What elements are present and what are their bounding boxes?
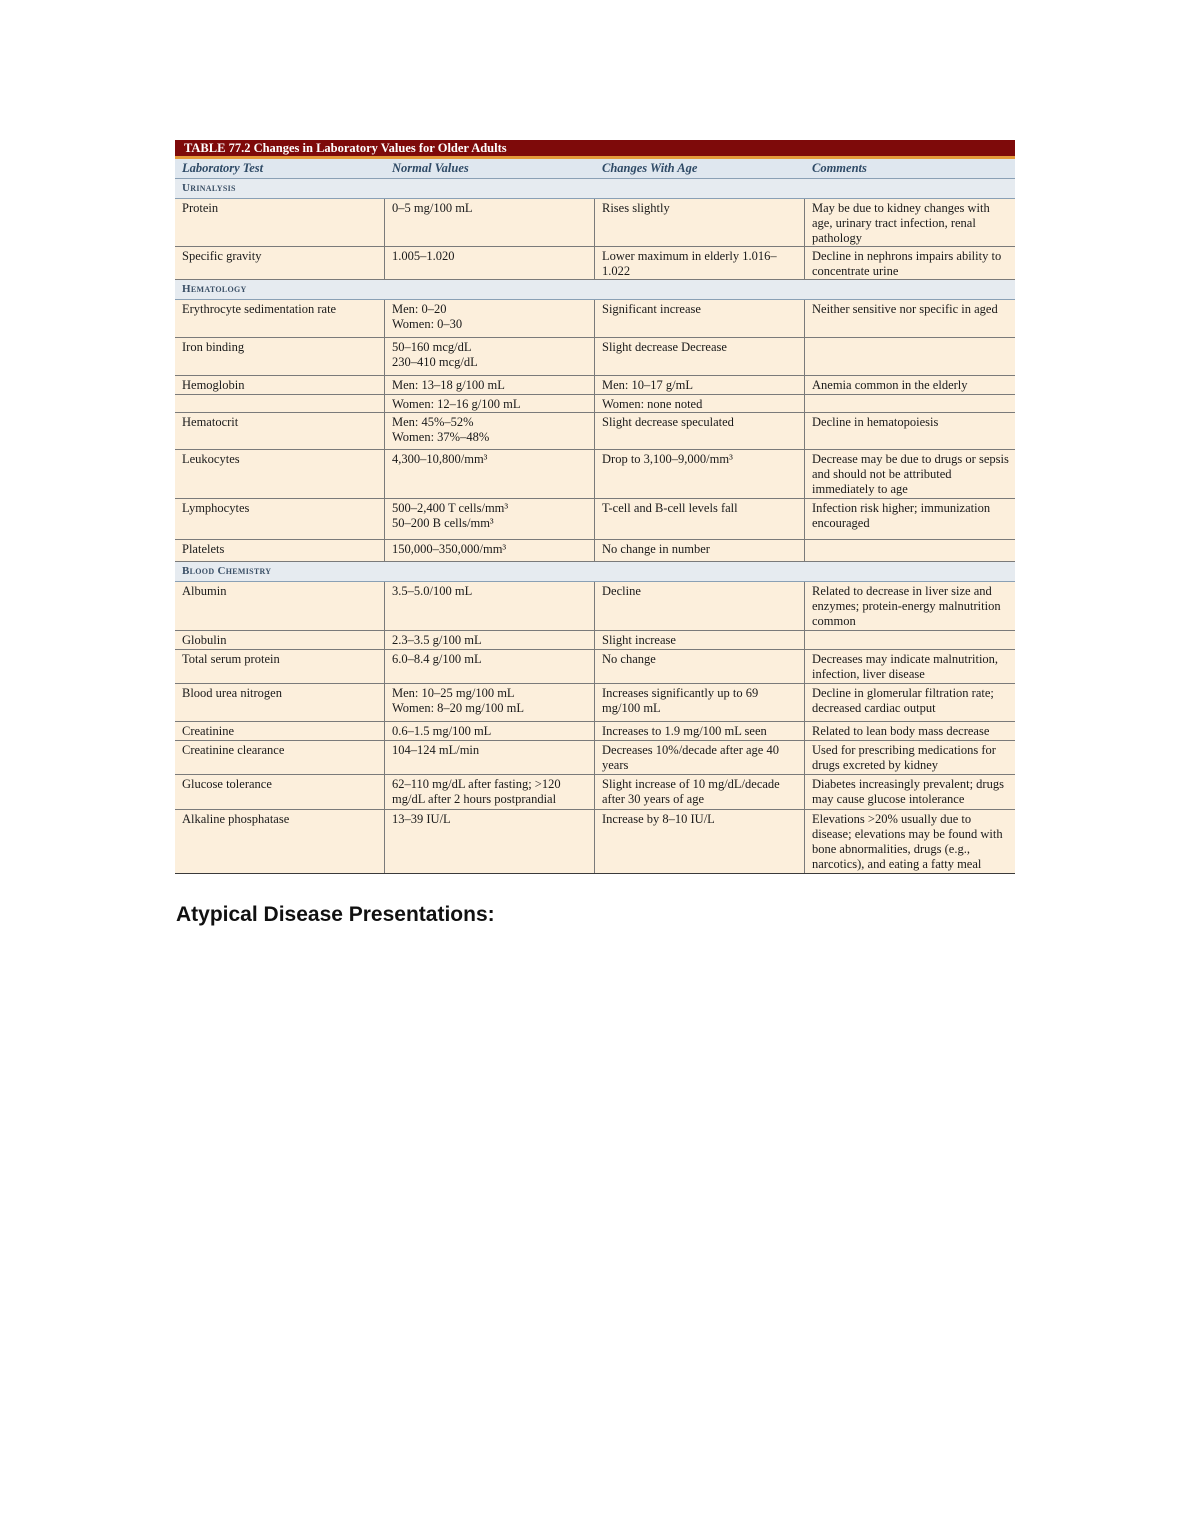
cell-comments: Decline in hematopoiesis — [812, 415, 939, 429]
cell-normal-values: 4,300–10,800/mm³ — [385, 450, 595, 498]
cell-changes-with-age: Significant increase — [595, 300, 805, 337]
table-row — [175, 450, 1015, 499]
cell-comments: Related to decrease in liver size and enzymes; protein-energy malnutrition common — [812, 584, 1001, 628]
cell-laboratory-test: Blood urea nitrogen — [175, 684, 385, 721]
cell-laboratory-test: Creatinine — [175, 722, 385, 740]
cell-normal-values: 0–5 mg/100 mL — [385, 199, 595, 246]
table-row — [175, 775, 1015, 810]
cell-changes-with-age: Slight decrease Decrease — [595, 338, 805, 375]
table-row — [175, 413, 1015, 450]
cell-changes-with-age: No change in number — [595, 540, 805, 561]
cell-comments: May be due to kidney changes with age, urinary tract infection, renal pathology — [812, 201, 990, 245]
cell-normal-values: 500–2,400 T cells/mm³ 50–200 B cells/mm³ — [385, 499, 595, 539]
table-row — [175, 741, 1015, 775]
table-row — [175, 582, 1015, 631]
cell-laboratory-test: Globulin — [175, 631, 385, 649]
cell-changes-with-age: Slight increase of 10 mg/dL/decade after 30 years of age — [595, 775, 805, 809]
cell-comments: Decline in glomerular filtration rate; decreased cardiac output — [812, 686, 994, 715]
table-row — [175, 810, 1015, 874]
cell-comments: Used for prescribing medications for drugs excreted by kidney — [812, 743, 996, 772]
cell-comments — [805, 395, 1015, 412]
cell-comments — [805, 338, 1015, 375]
cell-changes-with-age: Slight increase — [595, 631, 805, 649]
cell-laboratory-test: Erythrocyte sedimentation rate — [175, 300, 385, 337]
table-row — [175, 338, 1015, 376]
cell-changes-with-age: No change — [595, 650, 805, 683]
cell-normal-values: 104–124 mL/min — [385, 741, 595, 774]
cell-laboratory-test: Specific gravity — [175, 247, 385, 279]
table-row — [175, 199, 1015, 247]
cell-changes-with-age: Rises slightly — [595, 199, 805, 246]
cell-normal-values: 50–160 mcg/dL 230–410 mcg/dL — [385, 338, 595, 375]
cell-changes-with-age: Slight decrease speculated — [595, 413, 805, 449]
cell-laboratory-test: Hemoglobin — [175, 376, 385, 394]
cell-laboratory-test: Platelets — [175, 540, 385, 561]
table-title: TABLE 77.2 Changes in Laboratory Values for Older Adults — [175, 140, 1015, 159]
cell-comments: Decline in nephrons impairs ability to concentrate urine — [812, 249, 1002, 278]
cell-normal-values: Men: 0–20 Women: 0–30 — [385, 300, 595, 337]
cell-normal-values: 3.5–5.0/100 mL — [385, 582, 595, 630]
table-row — [175, 631, 1015, 650]
cell-laboratory-test: Hematocrit — [175, 413, 385, 449]
table-row — [175, 722, 1015, 741]
cell-changes-with-age: Lower maximum in elderly 1.016–1.022 — [595, 247, 805, 279]
cell-comments: Anemia common in the elderly — [812, 378, 968, 392]
section-header: Hematology — [175, 280, 1015, 300]
cell-normal-values: 13–39 IU/L — [385, 810, 595, 873]
cell-changes-with-age: Women: none noted — [595, 395, 805, 412]
cell-comments: Neither sensitive nor specific in aged — [812, 302, 998, 316]
cell-laboratory-test: Creatinine clearance — [175, 741, 385, 774]
header-comments: Comments — [812, 161, 867, 175]
section-header: Blood Chemistry — [175, 562, 1015, 582]
cell-changes-with-age: Decreases 10%/decade after age 40 years — [595, 741, 805, 774]
cell-normal-values: Men: 10–25 mg/100 mL Women: 8–20 mg/100 mL — [385, 684, 595, 721]
cell-comments — [805, 540, 1015, 561]
cell-comments: Related to lean body mass decrease — [812, 724, 990, 738]
section-header: Urinalysis — [175, 179, 1015, 199]
table-body — [175, 179, 1015, 874]
cell-laboratory-test: Total serum protein — [175, 650, 385, 683]
cell-laboratory-test: Albumin — [175, 582, 385, 630]
table-row — [175, 395, 1015, 413]
cell-comments: Elevations >20% usually due to disease; elevations may be found with bone abnormalities, drugs (e.g., narcotics), and eating a fatty meal — [812, 812, 1003, 871]
header-laboratory-test: Laboratory Test — [182, 161, 264, 175]
cell-comments: Diabetes increasingly prevalent; drugs may cause glucose intolerance — [812, 777, 1004, 806]
lab-values-table — [175, 140, 1015, 874]
section-heading: Atypical Disease Presentations: — [176, 903, 495, 926]
cell-normal-values: 1.005–1.020 — [385, 247, 595, 279]
table-header-row — [175, 159, 1015, 179]
table-row — [175, 247, 1015, 280]
cell-laboratory-test — [175, 395, 385, 412]
cell-changes-with-age: T-cell and B-cell levels fall — [595, 499, 805, 539]
cell-changes-with-age: Men: 10–17 g/mL — [595, 376, 805, 394]
cell-normal-values: Men: 45%–52% Women: 37%–48% — [385, 413, 595, 449]
cell-normal-values: 150,000–350,000/mm³ — [385, 540, 595, 561]
table-row — [175, 650, 1015, 684]
table-row — [175, 376, 1015, 395]
table-row — [175, 300, 1015, 338]
cell-comments: Decrease may be due to drugs or sepsis and should not be attributed immediately to age — [812, 452, 1009, 496]
cell-changes-with-age: Decline — [595, 582, 805, 630]
cell-comments: Infection risk higher; immunization encouraged — [812, 501, 991, 530]
cell-normal-values: Men: 13–18 g/100 mL — [385, 376, 595, 394]
cell-normal-values: 62–110 mg/dL after fasting; >120 mg/dL after 2 hours postprandial — [385, 775, 595, 809]
table-row — [175, 684, 1015, 722]
table-row — [175, 499, 1015, 540]
cell-comments: Decreases may indicate malnutrition, infection, liver disease — [812, 652, 999, 681]
cell-laboratory-test: Lymphocytes — [175, 499, 385, 539]
cell-normal-values: Women: 12–16 g/100 mL — [385, 395, 595, 412]
header-normal-values: Normal Values — [392, 161, 469, 175]
cell-laboratory-test: Alkaline phosphatase — [175, 810, 385, 873]
cell-changes-with-age: Increases to 1.9 mg/100 mL seen — [595, 722, 805, 740]
cell-comments — [805, 631, 1015, 649]
cell-changes-with-age: Drop to 3,100–9,000/mm³ — [595, 450, 805, 498]
header-changes-with-age: Changes With Age — [602, 161, 698, 175]
cell-laboratory-test: Leukocytes — [175, 450, 385, 498]
table-row — [175, 540, 1015, 562]
cell-laboratory-test: Glucose tolerance — [175, 775, 385, 809]
cell-normal-values: 2.3–3.5 g/100 mL — [385, 631, 595, 649]
cell-normal-values: 0.6–1.5 mg/100 mL — [385, 722, 595, 740]
cell-laboratory-test: Protein — [175, 199, 385, 246]
cell-changes-with-age: Increase by 8–10 IU/L — [595, 810, 805, 873]
cell-changes-with-age: Increases significantly up to 69 mg/100 mL — [595, 684, 805, 721]
cell-normal-values: 6.0–8.4 g/100 mL — [385, 650, 595, 683]
cell-laboratory-test: Iron binding — [175, 338, 385, 375]
